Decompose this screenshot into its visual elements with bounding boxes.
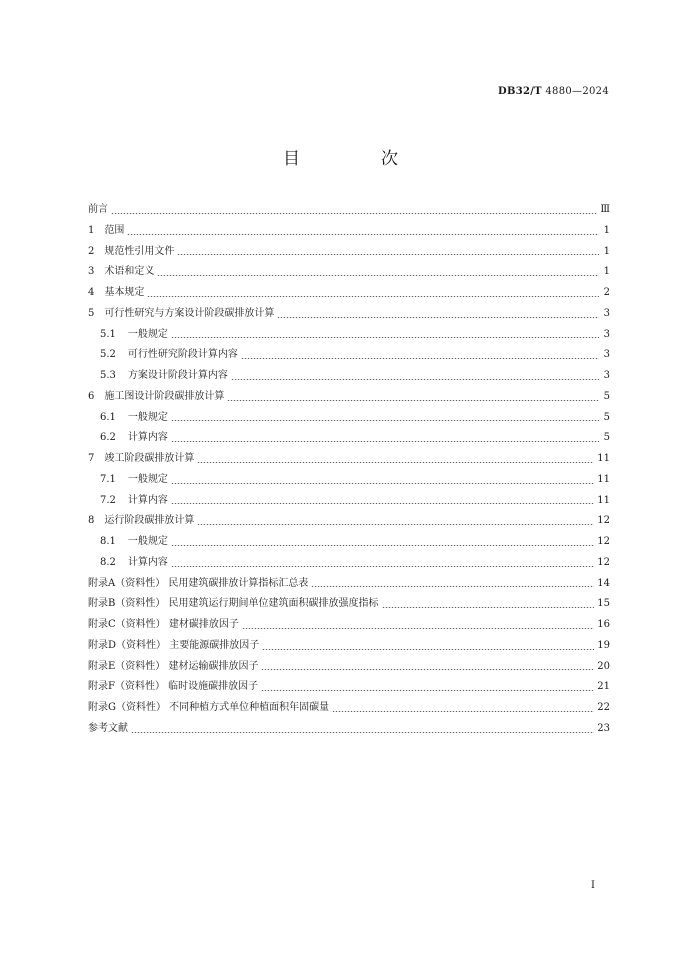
toc-entry-title: 可行性研究阶段计算内容	[127, 349, 238, 361]
toc-entry-title: 方案设计阶段计算内容	[127, 370, 228, 381]
toc-entry-title: 竣工阶段碳排放计算	[104, 453, 195, 464]
toc-entry-title: 运行阶段碳排放计算	[104, 515, 195, 527]
toc-entry[interactable]	[88, 491, 610, 512]
toc-entry-number: 1	[88, 224, 95, 236]
toc-dot-leader	[147, 296, 599, 297]
toc-dot-leader	[197, 524, 594, 525]
toc-dot-leader	[171, 566, 594, 567]
toc-dot-leader	[262, 649, 594, 650]
toc-entry[interactable]	[88, 574, 610, 595]
toc-entry-title: 基本规定	[104, 287, 145, 298]
page-number: I	[591, 880, 595, 891]
toc-entry-title: 附录A（资料性） 民用建筑碳排放计算指标汇总表	[88, 577, 309, 589]
toc-dot-leader	[197, 462, 594, 463]
toc-entry-title: 附录C（资料性） 建材碳排放因子	[88, 619, 239, 630]
toc-entry-page: Ⅲ	[600, 204, 610, 215]
toc-entry-title: 附录E（资料性） 建材运输碳排放因子	[88, 660, 259, 672]
toc-entry[interactable]	[88, 200, 610, 221]
toc-dot-leader	[157, 275, 599, 276]
toc-entry-title: 计算内容	[127, 432, 168, 444]
toc-entry-page: 3	[603, 370, 610, 381]
toc-entry-page: 3	[603, 307, 610, 319]
toc-entry[interactable]	[88, 719, 610, 740]
toc-dot-leader	[241, 358, 599, 359]
toc-entry-title: 计算内容	[127, 494, 168, 506]
toc-entry-number: 6.2	[100, 432, 116, 444]
toc-entry[interactable]	[88, 511, 610, 532]
toc-entry-page: 1	[603, 266, 610, 278]
toc-entry[interactable]	[88, 325, 610, 346]
toc-dot-leader	[111, 213, 597, 214]
toc-entry-title: 规范性引用文件	[104, 245, 175, 257]
toc-entry-title: 一般规定	[127, 473, 168, 485]
toc-entry-title: 附录F（资料性） 临时设施碳排放因子	[88, 681, 259, 693]
toc-dot-leader	[261, 669, 594, 670]
toc-entry[interactable]	[88, 470, 610, 491]
toc-entry-page: 3	[603, 349, 610, 361]
toc-entry-page: 11	[597, 473, 610, 485]
toc-entry-page: 5	[603, 432, 610, 444]
toc-dot-leader	[171, 420, 599, 421]
toc-entry-page: 11	[597, 453, 610, 464]
toc-dot-leader	[171, 545, 594, 546]
toc-entry-page: 1	[603, 224, 610, 236]
toc-entry[interactable]	[88, 304, 610, 325]
toc-entry-number: 5.1	[100, 328, 116, 340]
toc-entry-number: 7.2	[100, 494, 116, 506]
toc-entry-title: 术语和定义	[104, 266, 155, 278]
toc-dot-leader	[127, 234, 599, 235]
toc-entry[interactable]	[88, 677, 610, 698]
toc-entry-number: 8	[88, 515, 95, 527]
toc-entry-number: 6	[88, 390, 95, 402]
toc-entry-page: 21	[597, 681, 610, 693]
toc-entry[interactable]	[88, 387, 610, 408]
toc-entry-number: 5	[88, 307, 95, 319]
toc-entry-number: 8.1	[100, 536, 116, 547]
standard-number: 4880—2024	[545, 86, 609, 97]
toc-entry-page: 14	[597, 577, 610, 589]
toc-entry[interactable]	[88, 449, 610, 470]
toc-dot-leader	[171, 337, 599, 338]
toc-entry-page: 12	[597, 515, 610, 527]
toc-dot-leader	[242, 628, 594, 629]
toc-dot-leader	[171, 483, 594, 484]
toc-entry-title: 施工图设计阶段碳排放计算	[104, 390, 225, 402]
toc-entry[interactable]	[88, 532, 610, 553]
toc-entry-title: 附录B（资料性） 民用建筑运行期间单位建筑面积碳排放强度指标	[88, 598, 379, 610]
toc-entry-page: 22	[597, 702, 610, 713]
toc-entry-title: 附录D（资料性） 主要能源碳排放因子	[88, 639, 260, 651]
toc-dot-leader	[261, 690, 594, 691]
standard-prefix: DB32/T	[497, 86, 542, 97]
toc-entry-page: 11	[597, 494, 610, 506]
toc-dot-leader	[311, 586, 594, 587]
toc-entry-page: 5	[603, 390, 610, 402]
toc-entry[interactable]	[88, 283, 610, 304]
toc-dot-leader	[277, 317, 599, 318]
toc-dot-leader	[231, 379, 599, 380]
toc-entry[interactable]	[88, 615, 610, 636]
toc-entry-title: 参考文献	[88, 722, 128, 734]
toc-entry-number: 5.3	[100, 370, 116, 381]
toc-entry[interactable]	[88, 553, 610, 574]
toc-entry-title: 可行性研究与方案设计阶段碳排放计算	[104, 307, 275, 319]
toc-dot-leader	[382, 607, 595, 608]
toc-dot-leader	[177, 254, 599, 255]
toc-dot-leader	[171, 503, 594, 504]
toc-entry-number: 2	[88, 245, 95, 257]
toc-entry-page: 12	[597, 536, 610, 547]
toc-entry-page: 23	[597, 722, 610, 734]
toc-dot-leader	[227, 400, 599, 401]
toc-entry[interactable]	[88, 345, 610, 366]
toc-entry-page: 3	[603, 328, 610, 340]
toc-entry-number: 4	[88, 287, 95, 298]
toc-entry-title: 一般规定	[127, 411, 168, 423]
toc-entry[interactable]	[88, 428, 610, 449]
toc-entry-page: 15	[597, 598, 610, 610]
toc-entry[interactable]	[88, 242, 610, 263]
toc-entry-title: 一般规定	[127, 328, 168, 340]
standard-code	[498, 86, 609, 97]
toc-entry-number: 7.1	[100, 473, 116, 485]
toc-entry-title: 一般规定	[127, 536, 168, 547]
toc-entry[interactable]	[88, 657, 610, 678]
toc-entry-page: 19	[597, 639, 610, 651]
toc-entry-title: 计算内容	[127, 556, 168, 568]
toc-entry-number: 7	[88, 453, 95, 464]
toc-entry[interactable]	[88, 594, 610, 615]
toc-entry-page: 12	[597, 556, 610, 568]
toc-entry[interactable]	[88, 636, 610, 657]
toc-dot-leader	[131, 732, 594, 733]
toc-entry-number: 3	[88, 266, 95, 278]
toc-entry-number: 5.2	[100, 349, 116, 361]
toc-entry-number: 8.2	[100, 556, 116, 568]
toc-entry[interactable]	[88, 408, 610, 429]
toc-entry-page: 20	[597, 660, 610, 672]
toc-entry-number: 6.1	[100, 411, 116, 423]
toc-dot-leader	[171, 441, 599, 442]
toc-entry-page: 1	[603, 245, 610, 257]
table-of-contents	[88, 200, 610, 740]
toc-entry-title: 附录G（资料性） 不同种植方式单位种植面积年固碳量	[88, 702, 330, 713]
page-title: 目 次	[283, 149, 430, 169]
toc-entry[interactable]	[88, 366, 610, 387]
toc-entry-page: 5	[603, 411, 610, 423]
toc-entry-title: 前言	[88, 204, 108, 215]
toc-entry[interactable]	[88, 698, 610, 719]
toc-entry-page: 16	[597, 619, 610, 630]
toc-entry-page: 2	[603, 287, 610, 298]
toc-entry[interactable]	[88, 262, 610, 283]
toc-entry[interactable]	[88, 221, 610, 242]
toc-entry-title: 范围	[104, 224, 125, 236]
toc-dot-leader	[332, 711, 594, 712]
